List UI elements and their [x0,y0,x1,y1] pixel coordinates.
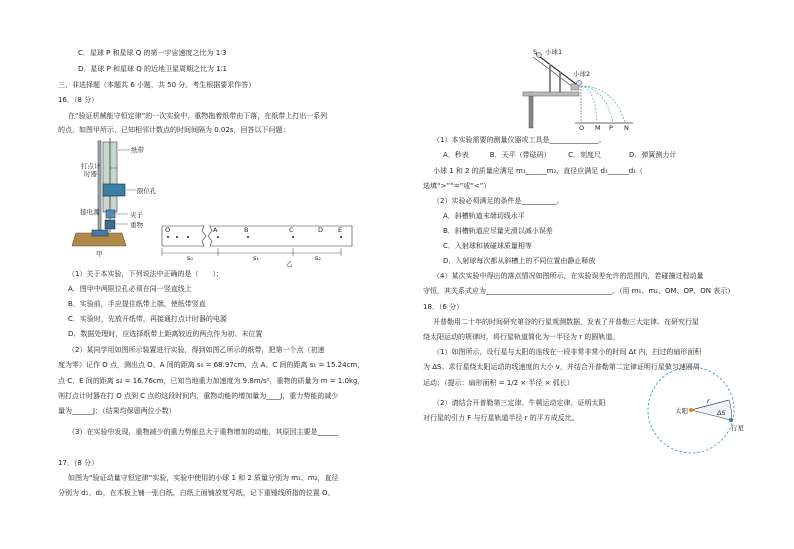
q17-part3-c: C．入射球和被碰球质量相等 [443,242,532,250]
section-heading: 三、非选择题（本题共 6 小题，共 50 分。考生根据要求作答） [58,81,256,89]
label-m: M [595,124,601,132]
figure-jia-apparatus [70,138,170,258]
q16-part3: （3）在实验中发现，重物减少的重力势能总大于重物增加的动能，其原因主要是______ [68,428,339,436]
figure-yi-paper-tape [160,222,356,266]
label-ball2: 小球2 [573,70,591,78]
q16-part1-d: D．数据处理时，应选择纸带上距离较近的两点作为初、末位置 [68,330,263,338]
q16-part2-line3: 点 C、E 间的距离 s₂ = 16.76cm，已知当地重力加速度为 9.8m/s²，重物的质量为 m = 1.0kg， [58,377,365,385]
q18-intro-line1: 开普勒用二十年的时间研究第谷的行星观测数据，发表了开普勒三大定律。在研究行星 [433,318,699,326]
label-s: S [533,48,538,56]
q16-intro-line2: 的点，如图甲所示，已知相邻计数点的时间间隔为 0.02s，回答以下问题： [58,126,290,134]
q17-part4-line2: 守恒，其关系式应为____________________________________。（用 m₁、m₂、OM、OP、ON 表示） [423,287,735,295]
q17-part1-options: A．秒表 B．天平（带砝码） C．刻度尺 D．弹簧测力计 [443,151,677,159]
figure-18-orbit [641,364,744,456]
point-o: O [165,226,171,234]
figure-17-track [509,46,639,132]
label-r: r [707,397,710,405]
q17-heading: 17．（8 分） [58,459,99,467]
q18-intro-line2: 绕太阳运动的规律时，将行星轨道简化为一半径为 r 的圆轨道。 [423,333,620,341]
q16-part2-line1: （2）某同学用如图所示装置进行实验，得到如图乙所示的纸带，把第一个点（初速 [68,346,325,354]
label-s2: s₂ [315,254,321,262]
q17-part3: （2）实验必须满足的条件是__________。 [433,197,564,205]
q17-intro-line2: 分别为 d₁、d₂，在木板上铺一张白纸，白纸上面铺放复写纸，记下重锤线所指的位置 O。 [58,489,335,497]
q17-part1: （1）本实验需要的测量仪器或工具是______________。 [433,136,606,144]
label-timer-2: 时器 [84,170,97,178]
q16-part1-a: A．图甲中两限位孔必须在同一竖直线上 [68,285,192,293]
q17-part3-d: D．入射球每次都从斜槽上的不同位置由静止释放 [443,257,596,265]
q16-part1-c: C．实验时，先放开纸带，再接通打点计时器的电源 [68,315,227,323]
q17-part3-b: B．斜槽轨道应尽量光滑以减小误差 [443,227,553,235]
point-a: A [213,226,218,234]
caption-jia: 甲 [96,250,103,258]
q17-intro-line1: 如图为“验证动量守恒定律”实验，实验中使用的小球 1 和 2 质量分别为 m₁、m₂，直径 [68,474,339,482]
q18-part1-line2: 为 ΔS。求行星绕太阳运动的线速度的大小 v，并结合开普勒第二定律证明行星做匀速圆周 [423,363,700,371]
label-o: O [579,124,585,132]
caption-yi: 乙 [286,260,293,268]
label-clip: 夹子 [130,211,143,219]
label-ball1: 小球1 [545,48,563,56]
label-limit-hole: 限位孔 [137,187,157,195]
q16-part2-line2: 度为零）记作 O 点，测出点 O、A 间的距离 s₀ = 68.97cm，点 A、C 间的距离 s₁ = 15.24cm， [58,361,365,369]
point-b: B [244,226,249,234]
q17-part3-a: A．斜槽轨道末端切线水平 [443,212,525,220]
label-s0: s₀ [187,254,193,262]
label-planet: 行星 [731,424,744,432]
q17-part2-line1: 小球 1 和 2 的质量应满足 m₁______m₂，直径应满足 d₁______d₁（ [433,167,644,175]
q18-part1-line1: （1）如图所示，设行星与太阳的连线在一段非常非常小的时间 Δt 内，扫过的扇形面积 [433,348,702,356]
q18-part2-line2: 对行星的引力 F 与行星轨道半径 r 的平方成反比。 [423,414,579,422]
label-p: P [609,124,613,132]
q18-part1-line3: 运动；（提示：扇形面积 = 1/2 × 半径 × 弧长） [423,379,574,387]
q16-part1-b: B．实验前，手应提住纸带上端，使纸带竖直 [68,300,206,308]
q17-part4-line1: （4）某次实验中得出的落点情况如图所示，在实验误差允许的范围内，若碰撞过程动量 [433,272,704,280]
label-delta-s: ΔS [717,409,726,417]
option-d: D．星球 P 和星球 Q 的近地卫星周期之比为 1∶1 [78,65,227,73]
point-e: E [338,226,343,234]
q16-part2-line5: 量为______J；（结果均保留两位小数） [58,407,176,415]
label-paper-tape: 纸带 [131,146,144,154]
q18-heading: 18．（6 分） [423,303,464,311]
q16-part1: （1）关于本实验，下列说法中正确的是（ ）； [68,270,223,278]
label-n: N [624,124,629,132]
label-weight: 重物 [130,221,143,229]
q18-part2-line1: （2）请结合开普勒第三定律、牛顿运动定律，证明太阳 [433,399,606,407]
q16-part2-line4: 则打点计时器在打 O 点到 C 点的这段时间内，重物动能的增加量为____J，重力势能的减少 [58,392,339,400]
label-timer: 打点计 [81,162,101,170]
q16-heading: 16．（8 分） [58,96,99,104]
label-to-power: 接电源 [80,208,100,216]
q17-part2-line2: 选填“>”“=”或“<”） [423,182,491,190]
q16-intro-line1: 在“验证机械能守恒定律”的一次实验中，重物拖着纸带由下落，在纸带上打出一系列 [68,112,328,120]
label-sun: 太阳 [675,407,688,415]
option-c: C．星球 P 和星球 Q 的第一宇宙速度之比为 1∶3 [78,49,227,57]
point-d: D [318,226,324,234]
point-c: C [289,226,294,234]
label-s1: s₁ [253,254,259,262]
